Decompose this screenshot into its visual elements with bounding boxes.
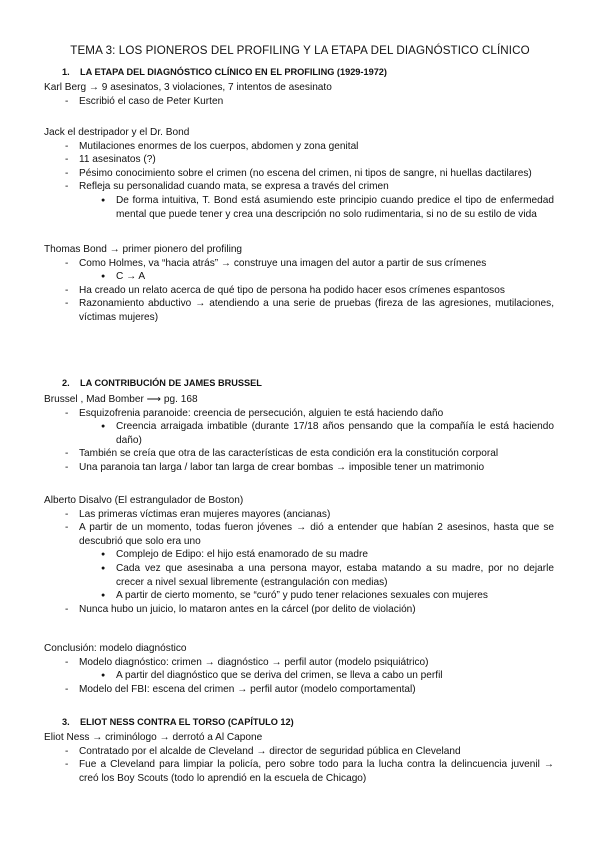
paragraph-heading: Eliot Ness → criminólogo → derrotó a Al Capone: [44, 732, 263, 743]
bullet-item: - Como Holmes, va “hacia atrás” → construye una imagen del autor a partir de sus crímenes: [44, 257, 554, 271]
bullet-item: - Contratado por el alcalde de Cleveland → director de seguridad pública en Cleveland: [44, 745, 554, 759]
bullet-item: - Las primeras víctimas eran mujeres mayores (ancianas): [44, 508, 554, 522]
block-karl-berg: [44, 81, 554, 108]
bullet-item: - Modelo diagnóstico: crimen → diagnóstico → perfil autor (modelo psiquiátrico): [44, 656, 554, 670]
block-eliot-ness: [44, 731, 554, 785]
bullet-item: - También se creía que otra de las características de esta condición era la constitución corporal: [44, 447, 554, 461]
bullet-item: - Una paranoia tan larga / labor tan larga de crear bombas → imposible tener un matrimonio: [44, 461, 554, 475]
bullet-item: - Mutilaciones enormes de los cuerpos, abdomen y zona genital: [44, 140, 554, 154]
block-jack-el-destripador: [44, 126, 554, 221]
bullet-item: - Escribió el caso de Peter Kurten: [44, 95, 554, 109]
section-heading-1: [62, 66, 387, 80]
block-conclusion: [44, 642, 554, 696]
sub-bullet-item: ● C → A: [44, 270, 554, 284]
bullet-item: - Nunca hubo un juicio, lo mataron antes en la cárcel (por delito de violación): [44, 603, 554, 617]
bullet-item: - 11 asesinatos (?): [44, 153, 554, 167]
bullet-item: - Refleja su personalidad cuando mata, se expresa a través del crimen: [44, 180, 554, 194]
block-james-brussel: [44, 393, 554, 475]
section-title: ELIOT NESS CONTRA EL TORSO (CAPÍTULO 12): [80, 717, 294, 727]
sub-bullet-item: ● Complejo de Edipo: el hijo está enamorado de su madre: [44, 548, 554, 562]
bullet-item: - Fue a Cleveland para limpiar la policía, pero sobre todo para la lucha contra la delincuencia juvenil → creó los Boy Scouts (todo lo aprendió en la escuela de Chicago): [44, 758, 554, 785]
bullet-item: - Esquizofrenia paranoide: creencia de persecución, alguien te está haciendo daño: [44, 407, 554, 421]
bullet-item: - Pésimo conocimiento sobre el crimen (no escena del crimen, ni tipos de sangre, ni huellas dactilares): [44, 167, 554, 181]
paragraph-heading: Alberto Disalvo (El estrangulador de Boston): [44, 495, 244, 506]
block-thomas-bond: [44, 243, 554, 325]
paragraph-heading: Jack el destripador y el Dr. Bond: [44, 127, 190, 138]
paragraph-heading: Brussel , Mad Bomber ⟶ pg. 168: [44, 394, 198, 405]
sub-bullet-item: ● A partir de cierto momento, se “curó” y pudo tener relaciones sexuales con mujeres: [44, 589, 554, 603]
sub-bullet-item: ● Cada vez que asesinaba a una persona mayor, estaba matando a su madre, por no dejarle crecer a nivel sexual libremente (estrangulación con medias): [44, 562, 554, 589]
sub-bullet-item: ● Creencia arraigada imbatible (durante 17/18 años pensando que la compañía le está haciendo daño): [44, 420, 554, 447]
paragraph-heading: Karl Berg → 9 asesinatos, 3 violaciones, 7 intentos de asesinato: [44, 82, 332, 93]
paragraph-heading: Conclusión: modelo diagnóstico: [44, 643, 187, 654]
section-number: 3.: [62, 717, 70, 727]
section-number: 2.: [62, 378, 70, 388]
sub-bullet-item: ● A partir del diagnóstico que se deriva del crimen, se lleva a cabo un perfil: [44, 669, 554, 683]
paragraph-heading: Thomas Bond → primer pionero del profiling: [44, 244, 243, 255]
section-heading-3: [62, 716, 294, 730]
bullet-item: - Ha creado un relato acerca de qué tipo de persona ha podido hacer esos crímenes espantosos: [44, 284, 554, 298]
bullet-item: - A partir de un momento, todas fueron jóvenes → dió a entender que habían 2 asesinos, hasta que se descubrió que solo era uno: [44, 521, 554, 548]
section-heading-2: [62, 377, 262, 391]
bullet-item: - Modelo del FBI: escena del crimen → perfil autor (modelo comportamental): [44, 683, 554, 697]
section-title: LA ETAPA DEL DIAGNÓSTICO CLÍNICO EN EL PROFILING (1929-1972): [80, 67, 387, 77]
section-number: 1.: [62, 67, 70, 77]
section-title: LA CONTRIBUCIÓN DE JAMES BRUSSEL: [80, 378, 262, 388]
bullet-item: - Razonamiento abductivo → atendiendo a una serie de pruebas (fireza de las agresiones, mutilaciones, víctimas mujeres): [44, 297, 554, 324]
block-alberto-disalvo: [44, 494, 554, 616]
sub-bullet-item: ● De forma intuitiva, T. Bond está asumiendo este principio cuando predice el tipo de enfermedad mental que puede tener y crea una descripción no solo rudimentaria, si no de su estilo de vida: [44, 194, 554, 221]
page-title: TEMA 3: LOS PIONEROS DEL PROFILING Y LA ETAPA DEL DIAGNÓSTICO CLÍNICO: [70, 44, 530, 57]
